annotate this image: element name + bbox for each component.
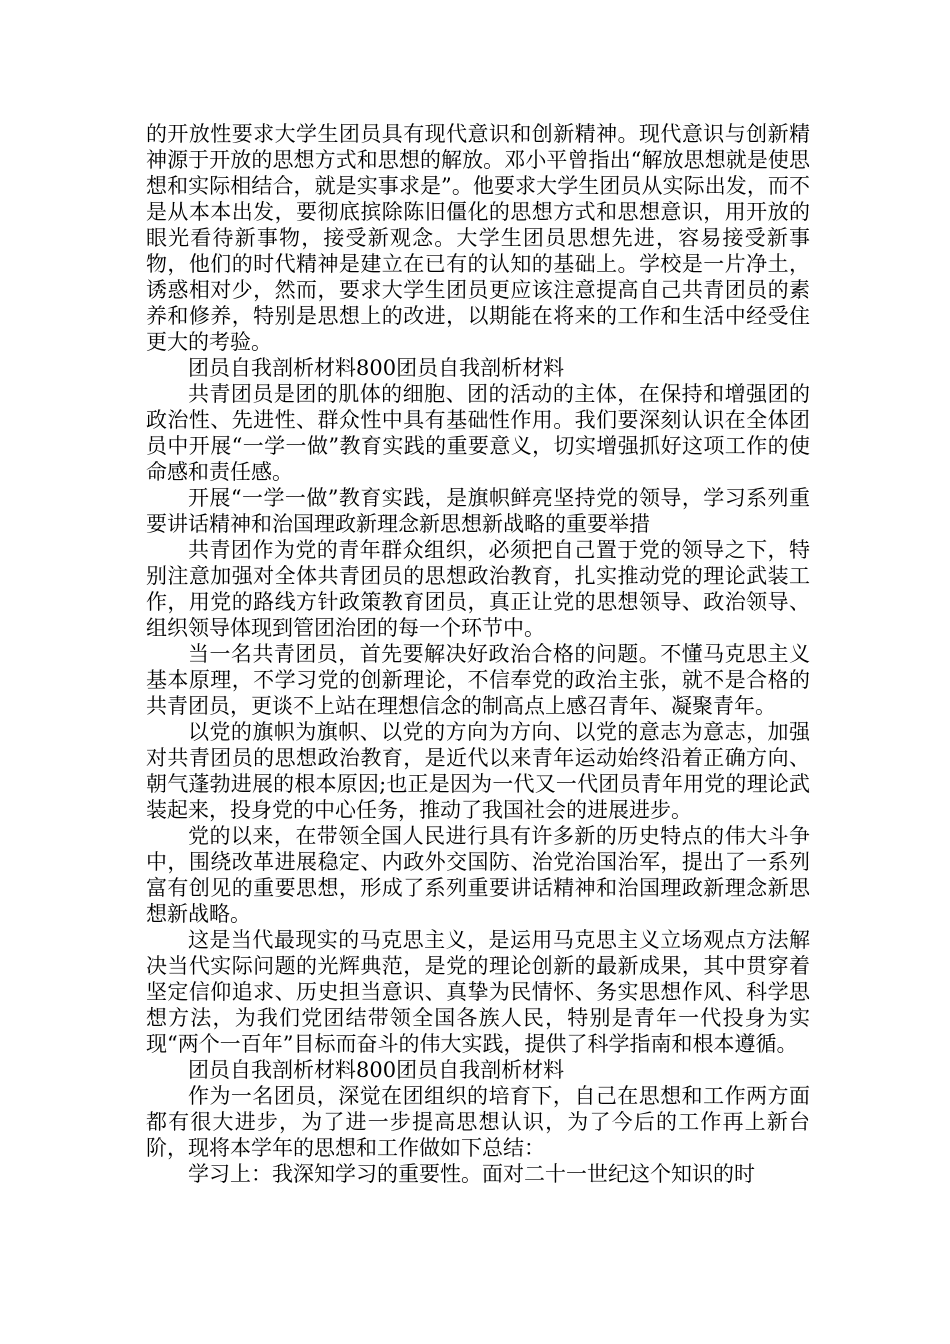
paragraph: 这是当代最现实的马克思主义，是运用马克思主义立场观点方法解决当代实际问题的光辉典范，是党的理论创新的最新成果，其中贯穿着坚定信仰追求、历史担当意识、真挚为民情怀、务实思想作风、科学思想方法，为我们党团结带领全国各族人民，特别是青年一代投身为实现“两个一百年”目标而奋斗的伟大实践，提供了科学指南和根本遵循。 xyxy=(146,928,810,1056)
paragraph-continuation: 的开放性要求大学生团员具有现代意识和创新精神。现代意识与创新精神源于开放的思想方式和思想的解放。邓小平曾指出“解放思想就是使思想和实际相结合，就是实事求是”。他要求大学生团员从实际出发，而不是从本本出发，要彻底摈除陈旧僵化的思想方式和思想意识，用开放的眼光看待新事物，接受新观念。大学生团员思想先进，容易接受新事物，他们的时代精神是建立在已有的认知的基础上。学校是一片净土，诱惑相对少，然而，要求大学生团员更应该注意提高自己共青团员的素养和修养，特别是思想上的改进，以期能在将来的工作和生活中经受住更大的考验。 xyxy=(146,122,810,354)
paragraph: 党的以来，在带领全国人民进行具有许多新的历史特点的伟大斗争中，围绕改革进展稳定、内政外交国防、治党治国治军，提出了一系列富有创见的重要思想，形成了系列重要讲话精神和治国理政新理念新思想新战略。 xyxy=(146,824,810,926)
paragraph: 开展“一学一做”教育实践，是旗帜鲜亮坚持党的领导，学习系列重要讲话精神和治国理政新理念新思想新战略的重要举措 xyxy=(146,486,810,536)
paragraph: 当一名共青团员，首先要解决好政治合格的问题。不懂马克思主义基本原理，不学习党的创新理论，不信奉党的政治主张，就不是合格的共青团员，更谈不上站在理想信念的制高点上感召青年、凝聚青年。 xyxy=(146,642,810,718)
paragraph: 以党的旗帜为旗帜、以党的方向为方向、以党的意志为意志，加强对共青团员的思想政治教育，是近代以来青年运动始终沿着正确方向、朝气蓬勃进展的根本原因;也正是因为一代又一代团员青年用党的理论武装起来，投身党的中心任务，推动了我国社会的进展进步。 xyxy=(146,720,810,822)
paragraph: 作为一名团员，深觉在团组织的培育下，自己在思想和工作两方面都有很大进步，为了进一步提高思想认识，为了今后的工作再上新台阶，现将本学年的思想和工作做如下总结： xyxy=(146,1084,810,1160)
paragraph-truncated: 学习上：我深知学习的重要性。面对二十一世纪这个知识的时 xyxy=(188,1162,755,1186)
section-heading: 团员自我剖析材料800团员自我剖析材料 xyxy=(188,356,565,380)
paragraph: 共青团作为党的青年群众组织，必须把自己置于党的领导之下，特别注意加强对全体共青团员的思想政治教育，扎实推动党的理论武装工作，用党的路线方针政策教育团员，真正让党的思想领导、政治领导、组织领导体现到管团治团的每一个环节中。 xyxy=(146,538,810,640)
document-page xyxy=(146,121,810,1187)
paragraph: 共青团员是团的肌体的细胞、团的活动的主体，在保持和增强团的政治性、先进性、群众性中具有基础性作用。我们要深刻认识在全体团员中开展“一学一做”教育实践的重要意义，切实增强抓好这项工作的使命感和责任感。 xyxy=(146,382,810,484)
section-heading: 团员自我剖析材料800团员自我剖析材料 xyxy=(188,1058,565,1082)
